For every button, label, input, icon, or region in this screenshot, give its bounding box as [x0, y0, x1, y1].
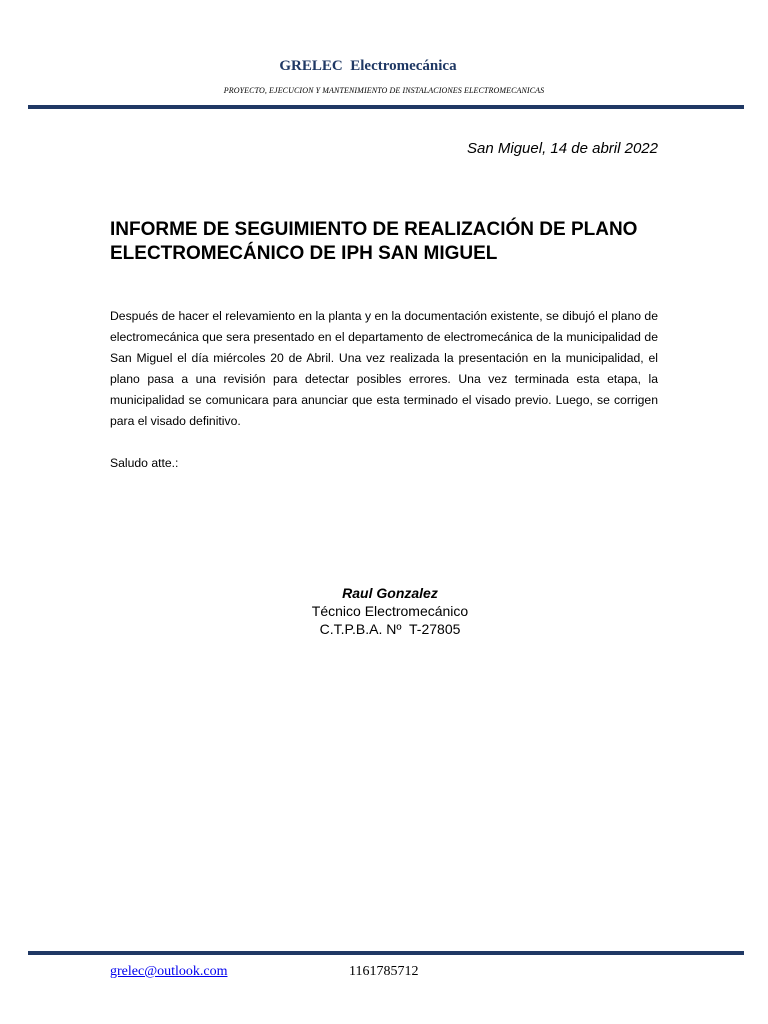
- closing-greeting: Saludo atte.:: [110, 456, 179, 470]
- footer-divider: [28, 951, 744, 955]
- signer-registration: C.T.P.B.A. Nº T-27805: [319, 621, 461, 637]
- company-tagline: PROYECTO, EJECUCION Y MANTENIMIENTO DE INSTALACIONES ELECTROMECANICAS: [223, 86, 545, 95]
- signature-block: [290, 584, 490, 638]
- signer-role: Técnico Electromecánico: [311, 603, 469, 619]
- footer-email-link[interactable]: grelec@outlook.com: [110, 964, 228, 979]
- report-title: INFORME DE SEGUIMIENTO DE REALIZACIÓN DE PLANO ELECTROMECÁNICO DE IPH SAN MIGUEL: [110, 219, 638, 264]
- place-and-date: San Miguel, 14 de abril 2022: [467, 140, 658, 157]
- signer-name: Raul Gonzalez: [342, 585, 438, 601]
- report-body: Después de hacer el relevamiento en la planta y en la documentación existente, se dibujó el plano de electromecánica que sera presentado en el departamento de electromecánica de la municipalidad de San Miguel el día miércoles 20 de Abril. Una vez realizada la presentación en la municipalidad, el plano pasa a una revisión para detectar posibles errores. Una vez terminada esta etapa, la municipalidad se comunicara para anunciar que esta terminado el visado previo. Luego, se corrigen para el visado definitivo.: [110, 309, 658, 428]
- footer-phone: 1161785712: [349, 964, 419, 979]
- header-divider: [28, 105, 744, 109]
- company-name: GRELEC Electromecánica: [279, 58, 457, 74]
